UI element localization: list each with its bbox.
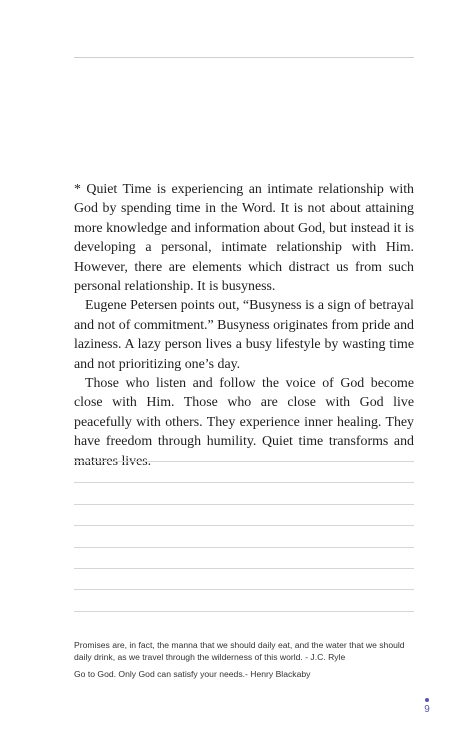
paragraph-listen: Those who listen and follow the voice of God become close with Him. Those who are close with God live peacefully with others. They experience inner healing. They have freedom through humility. Quiet time transforms and matures lives. (74, 376, 414, 469)
note-line (74, 461, 414, 462)
quote-ryle: Promises are, in fact, the manna that we should daily eat, and the water that we should daily drink, as we travel through the wilderness of this world. - J.C. Ryle (74, 640, 405, 662)
main-text (74, 180, 414, 471)
quote-blackaby: Go to God. Only God can satisfy your needs.- Henry Blackaby (74, 669, 311, 679)
paragraph-quiet-time: * Quiet Time is experiencing an intimate relationship with God by spending time in the Word. It is not about attaining more knowledge and information about God, but instead it is developing a personal, intimate relationship with Him. However, there are elements which distract us from such personal relationship. It is busyness. (74, 182, 414, 295)
page-marker-dot (425, 698, 429, 702)
page-number: 9 (424, 704, 430, 715)
top-divider (74, 57, 414, 58)
note-line (74, 611, 414, 612)
note-line (74, 589, 414, 590)
note-line (74, 525, 414, 526)
note-line (74, 547, 414, 548)
note-line (74, 504, 414, 505)
note-line (74, 568, 414, 569)
paragraph-busyness: Eugene Petersen points out, “Busyness is a sign of betrayal and not of commitment.” Busyness originates from pride and laziness. A lazy person lives a busy lifestyle by wasting time and not prioritizing one’s day. (74, 298, 414, 372)
note-line (74, 482, 414, 483)
footer-quotes (74, 640, 414, 687)
notes-lines (74, 461, 414, 632)
